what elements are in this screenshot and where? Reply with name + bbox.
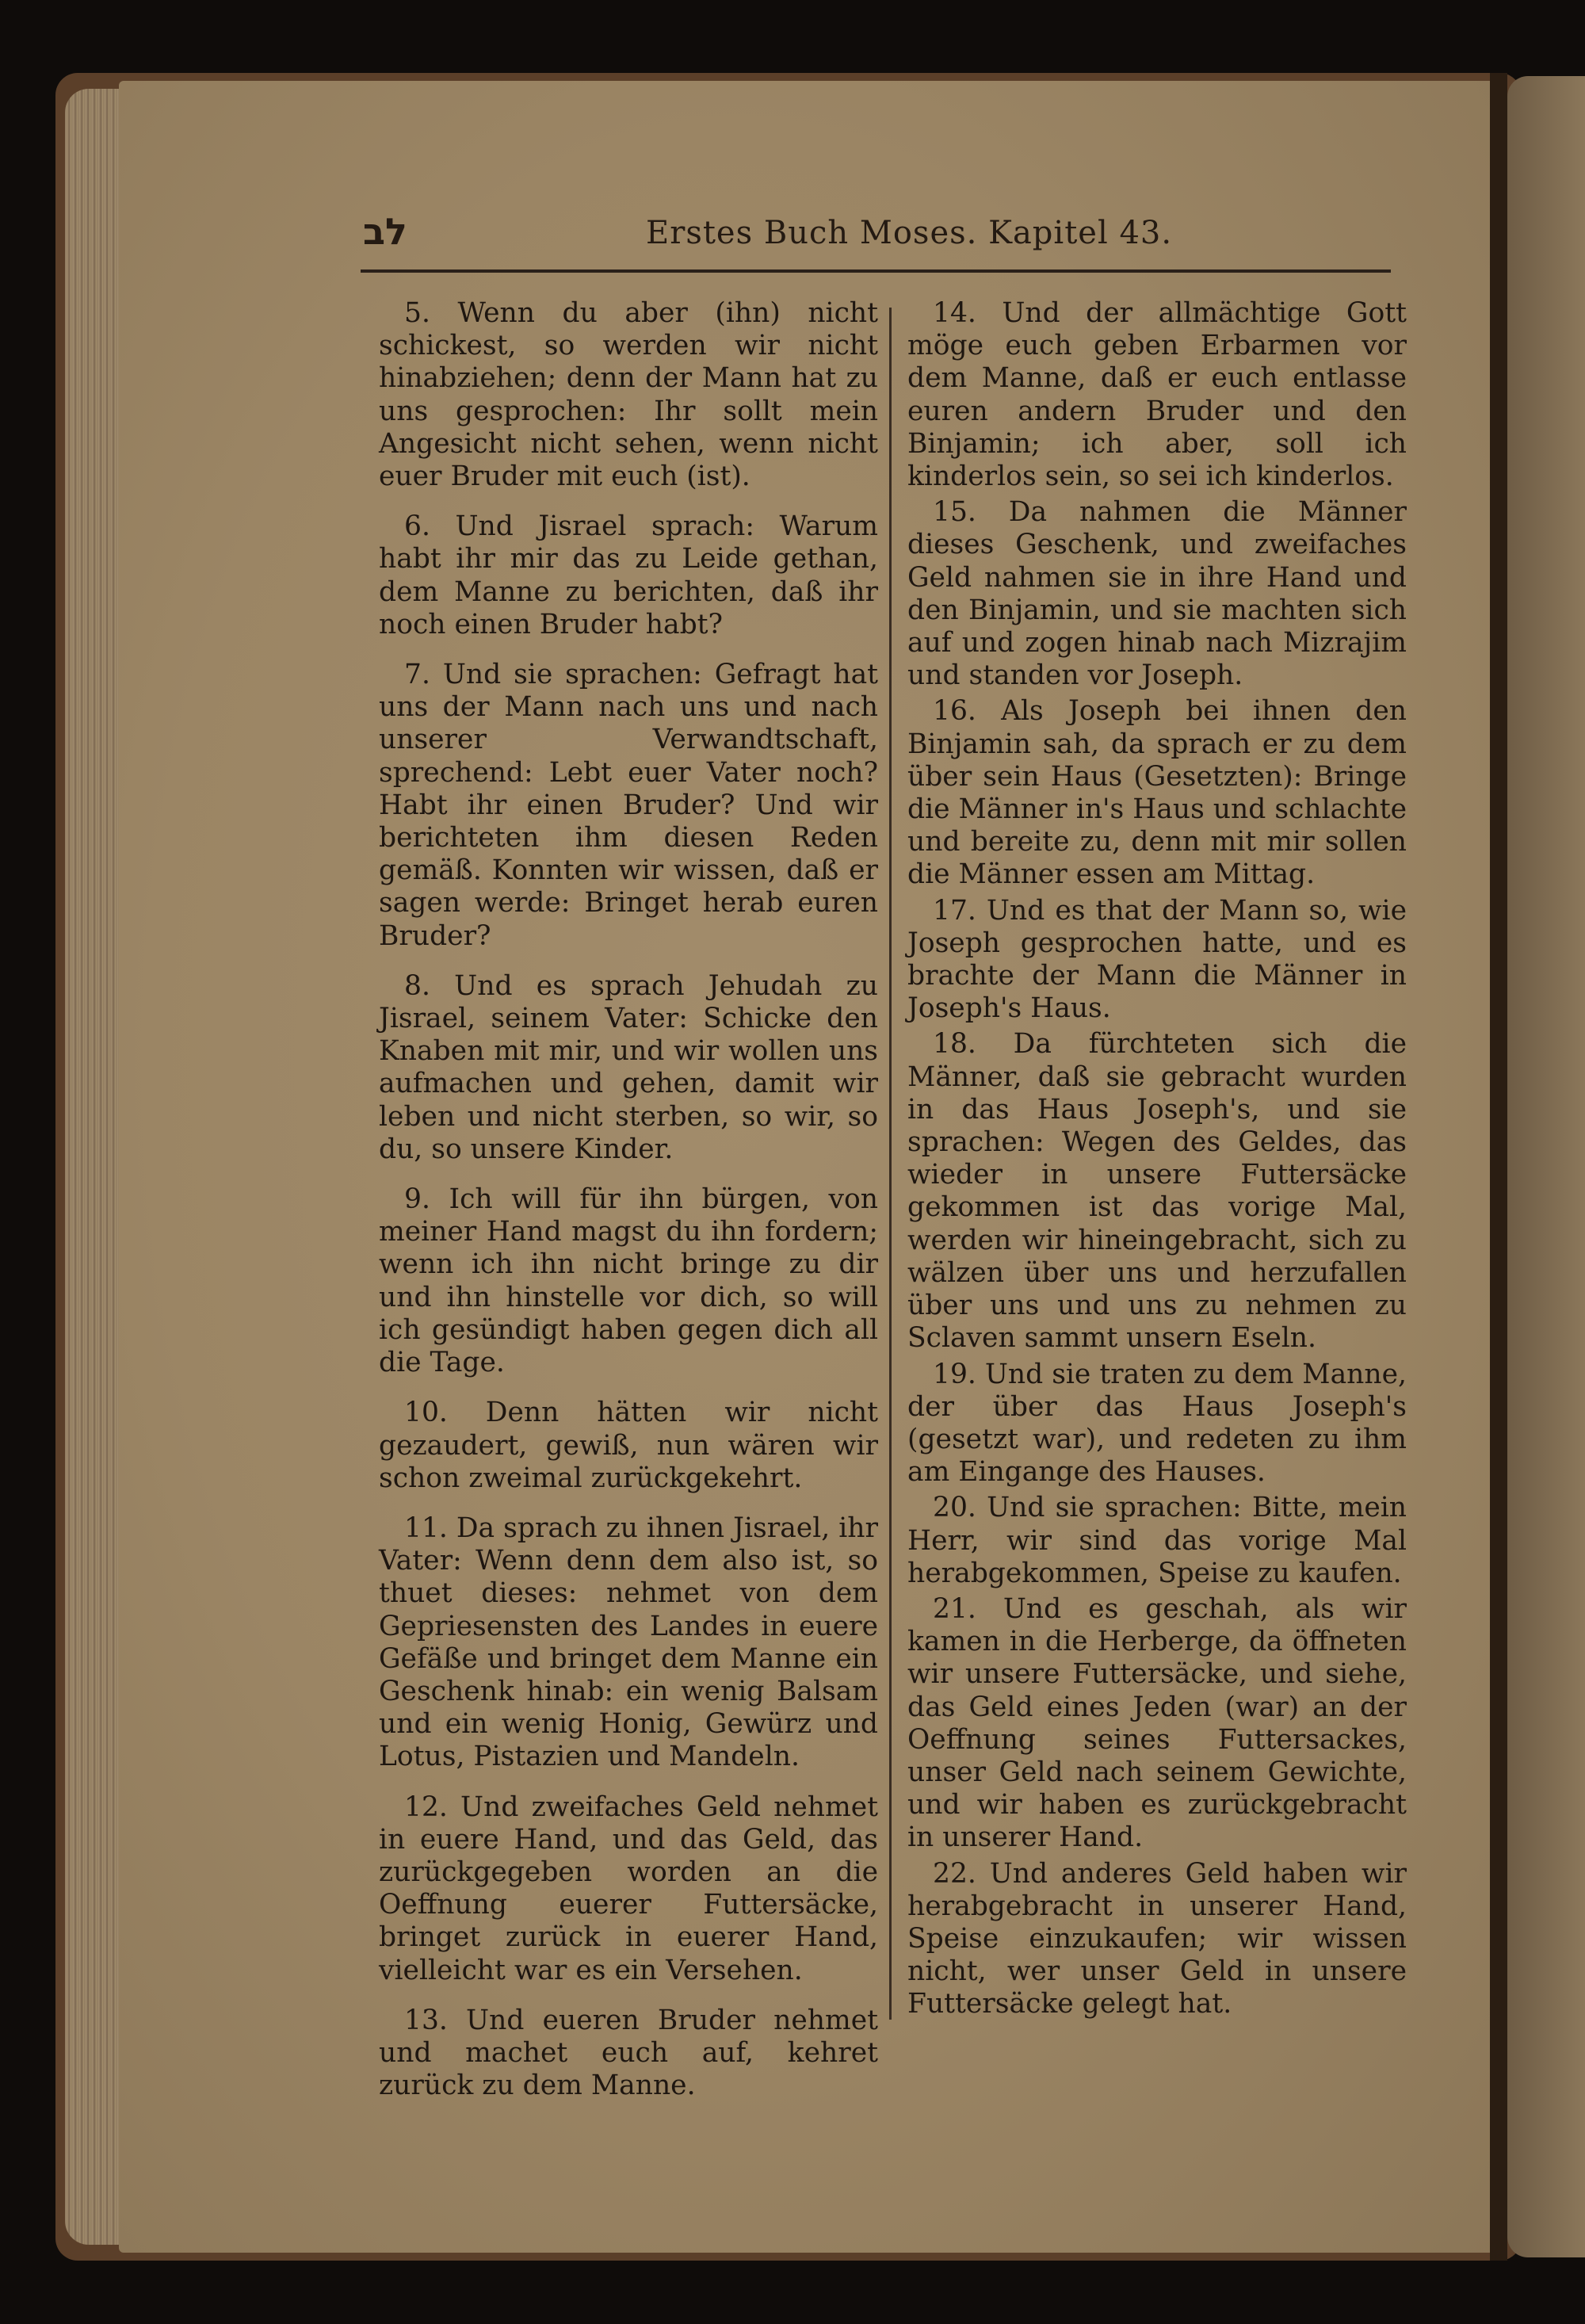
verse-16: 16. Als Joseph bei ihnen den Binjamin sah, da sprach er zu dem über sein Haus (Gesetzten): Bringe die Männer in's Haus und schlachte und bereite zu, denn mit mir sollen die Männer essen am Mittag. [907, 695, 1407, 891]
verse-8: 8. Und es sprach Jehudah zu Jisrael, seinem Vater: Schicke den Knaben mit mir, und wir wollen uns aufmachen und gehen, damit wir leben und nicht sterben, so wir, so du, so unsere Kinder. [379, 969, 878, 1165]
column-divider [889, 308, 892, 2020]
facing-page-edge [1507, 76, 1585, 2257]
verse-9: 9. Ich will für ihn bürgen, von meiner Hand magst du ihn fordern; wenn ich ihn nicht bringe zu dir und ihn hinstelle vor dich, so will ich gesündigt haben gegen dich all die Tage. [379, 1183, 878, 1379]
verse-14: 14. Und der allmächtige Gott möge euch geben Erbarmen vor dem Manne, daß er euch entlasse euren andern Bruder und den Binjamin; ich aber, soll ich kinderlos sein, so sei ich kinderlos. [907, 297, 1407, 493]
verse-22: 22. Und anderes Geld haben wir herabgebracht in unserer Hand, Speise einzukaufen; wir wissen nicht, wer unser Geld in unsere Futtersäcke gelegt hat. [907, 1857, 1407, 2020]
running-title: Erstes Buch Moses. Kapitel 43. [646, 215, 1173, 251]
verse-5: 5. Wenn du aber (ihn) nicht schickest, so werden wir nicht hinabziehen; denn der Mann hat zu uns gesprochen: Ihr sollt mein Angesicht nicht sehen, wenn nicht euer Bruder mit euch (ist). [379, 297, 878, 493]
header-rule [361, 269, 1391, 273]
verse-11: 11. Da sprach zu ihnen Jisrael, ihr Vater: Wenn denn dem also ist, so thuet dieses: nehmet von dem Gepriesensten des Landes in euere Gefäße und bringet dem Manne ein Geschenk hinab: ein wenig Balsam und ein wenig Honig, Gewürz und Lotus, Pistazien und Mandeln. [379, 1512, 878, 1773]
hebrew-page-number: לב [363, 210, 407, 253]
verse-7: 7. Und sie sprachen: Gefragt hat uns der Mann nach uns und nach unserer Verwandtschaft, sprechend: Lebt euer Vater noch? Habt ihr einen Bruder? Und wir berichteten ihm diesen Reden gemäß. Konnten wir wissen, daß er sagen werde: Bringet herab euren Bruder? [379, 659, 878, 952]
verse-15: 15. Da nahmen die Männer dieses Geschenk, und zweifaches Geld nahmen sie in ihre Hand und den Binjamin, und sie machten sich auf und zogen hinab nach Mizrajim und standen vor Joseph. [907, 496, 1407, 692]
verse-20: 20. Und sie sprachen: Bitte, mein Herr, wir sind das vorige Mal herabgekommen, Speise zu kaufen. [907, 1492, 1407, 1589]
verse-18: 18. Da fürchteten sich die Männer, daß sie gebracht wurden in das Haus Joseph's, und sie sprachen: Wegen des Geldes, das wieder in unsere Futtersäcke gekommen ist das vorige Mal, werden wir hineingebracht, sich zu wälzen über uns und herzufallen über uns und uns zu nehmen zu Sclaven sammt unsern Eseln. [907, 1028, 1407, 1355]
verse-6: 6. Und Jisrael sprach: Warum habt ihr mir das zu Leide gethan, dem Manne zu berichten, daß ihr noch einen Bruder habt? [379, 510, 878, 640]
book-gutter [1490, 73, 1507, 2261]
verse-19: 19. Und sie traten zu dem Manne, der über das Haus Joseph's (gesetzt war), und redeten zu ihm am Eingange des Hauses. [907, 1358, 1407, 1489]
verse-13: 13. Und eueren Bruder nehmet und machet euch auf, kehret zurück zu dem Manne. [379, 2004, 878, 2102]
page-header [238, 210, 1403, 261]
verse-10: 10. Denn hätten wir nicht gezaudert, gewiß, nun wären wir schon zweimal zurückgekehrt. [379, 1397, 878, 1494]
verse-21: 21. Und es geschah, als wir kamen in die Herberge, da öffneten wir unsere Futtersäcke, und siehe, das Geld eines Jeden (war) an der Oeffnung seines Futtersackes, unser Geld nach seinem Gewichte, und wir haben es zurückgebracht in unserer Hand. [907, 1592, 1407, 1854]
right-column [907, 297, 1407, 2024]
verse-17: 17. Und es that der Mann so, wie Joseph gesprochen hatte, und es brachte der Mann die Männer in Joseph's Haus. [907, 894, 1407, 1025]
verse-12: 12. Und zweifaches Geld nehmet in euere Hand, und das Geld, das zurückgegeben worden an die Oeffnung euerer Futtersäcke, bringet zurück in euerer Hand, vielleicht war es ein Versehen. [379, 1791, 878, 1986]
left-column [379, 297, 878, 2120]
